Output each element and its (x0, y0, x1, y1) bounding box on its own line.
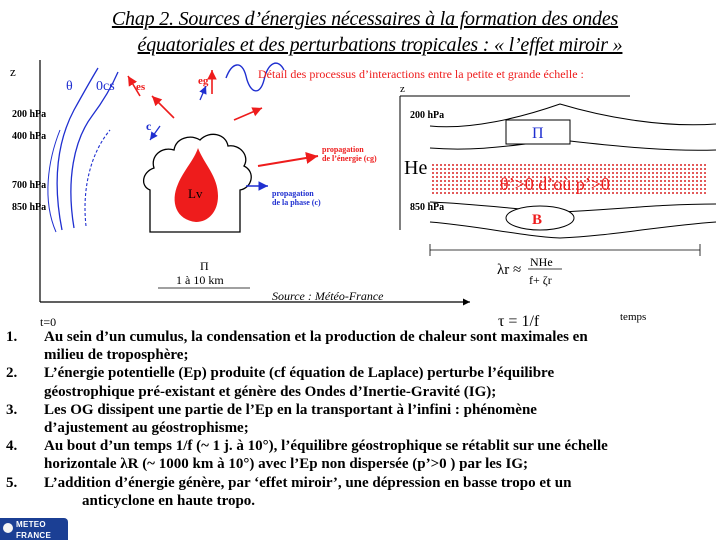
isentrope (48, 130, 60, 232)
list-number: 5. (6, 474, 18, 491)
lv-label: Lv (188, 186, 203, 201)
list-item (0, 364, 720, 400)
left-z-axis-label: z (10, 64, 16, 79)
tau-label: τ = 1/f (498, 313, 540, 330)
lambda-fraction-den: f+ ζr (529, 273, 552, 287)
b-label: B (532, 212, 543, 228)
logo-mark-icon (3, 523, 13, 533)
list-number: 2. (6, 365, 18, 382)
propagation-phase-label: propagation de la phase (c) (272, 189, 321, 207)
left-level-850: 850 hPa (12, 202, 47, 213)
right-z-axis-label: z (400, 83, 405, 95)
isobar (430, 104, 716, 127)
c-label: c (146, 119, 152, 133)
list-line: Les OG dissipent une partie de l’Ep en la transportant à l’infini : phénomène (44, 401, 537, 418)
list-line: milieu de troposphère; (44, 347, 189, 364)
numbered-list (0, 328, 720, 510)
right-header: Détail des processus d’interactions entre la petite et grande échelle : (258, 67, 584, 81)
es-label: es (136, 81, 146, 93)
list-line: Au bout d’un temps 1/f (~ 1 j. à 10°), l’équilibre géostrophique se rétablit sur une échelle (44, 438, 608, 455)
t0-label: t=0 (40, 315, 57, 329)
right-level-200: 200 hPa (410, 110, 445, 121)
lambda-fraction-num: NHe (530, 255, 553, 269)
list-item (0, 474, 720, 510)
he-label: He (404, 157, 428, 179)
right-level-850: 850 hPa (410, 202, 445, 213)
eg-label: eg (198, 75, 209, 87)
left-diagram (10, 60, 470, 329)
isobar (430, 222, 716, 238)
left-level-200: 200 hPa (12, 109, 47, 120)
logo-line-2: FRANCE (16, 531, 52, 540)
list-number: 1. (6, 329, 18, 345)
list-line: Au sein d’un cumulus, la condensation et la production de chaleur sont maximales en (44, 329, 588, 345)
theta-eq-label: θ’>0 d’où p’>0 (500, 174, 610, 194)
isobar (430, 202, 716, 212)
list-item (0, 401, 720, 437)
list-line: anticyclone en haute tropo. (82, 492, 256, 509)
lambda-r-label: λr ≈ (497, 262, 522, 278)
isentrope (85, 130, 110, 226)
energy-arrow (234, 108, 262, 120)
isentrope (71, 72, 118, 228)
list-item (0, 437, 720, 473)
zero-cs-label: 0cs (96, 79, 115, 94)
meteo-france-logo (0, 518, 68, 540)
scale-label: 1 à 10 km (176, 273, 224, 287)
list-line: horizontale λR (~ 1000 km à 10°) avec l’Ep non dispersée (p’>0 ) par les IG; (44, 456, 528, 473)
isentrope (57, 68, 98, 230)
isobar (430, 140, 716, 150)
list-number: 4. (6, 438, 18, 455)
list-number: 3. (6, 401, 18, 418)
left-level-700: 700 hPa (12, 180, 47, 191)
right-pi-label: Π (532, 125, 544, 142)
temps-label: temps (620, 311, 647, 323)
list-line: d’ajustement au géostrophisme; (44, 420, 249, 437)
list-line: L’addition d’énergie génère, par ‘effet miroir’, une dépression en basse tropo et un (44, 474, 572, 491)
logo-line-1: METEO (16, 520, 46, 529)
title-line-2: équatoriales et des perturbations tropicales : « l’effet miroir » (137, 34, 623, 56)
source-label: Source : Météo-France (272, 289, 384, 303)
propagation-energy-label: propagation de l’énergie (cg) (322, 145, 377, 163)
phase-arrow (200, 86, 206, 100)
propagation-energy-arrow (258, 156, 318, 166)
list-line: géostrophique pré-existant et génère des Ondes d’Inertie-Gravité (IG); (44, 383, 497, 400)
theta-label: θ (66, 79, 73, 94)
left-pi-label: Π (200, 259, 209, 273)
list-line: L’énergie potentielle (Ep) produite (cf équation de Laplace) perturbe l’équilibre (44, 365, 555, 382)
title-line-1: Chap 2. Sources d’énergies nécessaires à la formation des ondes (111, 8, 619, 30)
energy-arrow (152, 96, 174, 118)
list-item (0, 328, 720, 364)
left-level-400: 400 hPa (12, 131, 47, 142)
phase-arrow (150, 126, 160, 140)
